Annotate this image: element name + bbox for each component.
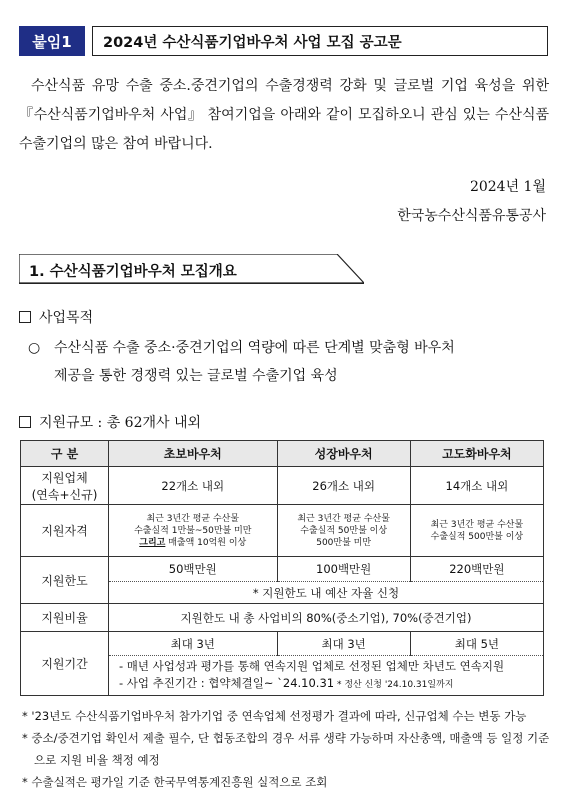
document-title: 2024년 수산식품기업바우처 사업 모집 공고문 <box>92 26 548 56</box>
row-label-line: 지원업체 <box>41 470 88 485</box>
table-row-companies <box>21 467 544 505</box>
attachment-badge: 붙임1 <box>19 26 85 56</box>
row-label: 지원자격 <box>21 505 109 557</box>
row-label <box>21 467 109 505</box>
purpose-text <box>28 334 550 390</box>
section-1-heading <box>19 254 364 284</box>
table-header: 고도화바우처 <box>410 441 543 467</box>
table-row-qualification <box>21 505 544 557</box>
table-cell: 50백만원 <box>109 557 278 582</box>
cell-line: 수출실적 500만불 이상 <box>430 531 524 542</box>
table-cell: 최대 3년 <box>109 632 278 656</box>
cell-line: 최근 3년간 평균 수산물 <box>430 519 524 530</box>
table-row-period <box>21 632 544 656</box>
table-header: 초보바우처 <box>109 441 278 467</box>
table-header: 성장바우처 <box>277 441 410 467</box>
purpose-line-2: 제공을 통한 경쟁력 있는 글로벌 수출기업 육성 <box>54 368 338 384</box>
table-cell <box>109 505 278 557</box>
table-cell <box>410 505 543 557</box>
purpose-line-1: 수산식품 수출 중소·중견기업의 역량에 따른 단계별 맞춤형 바우처 <box>54 340 455 356</box>
section-1-title: 1. 수산식품기업바우처 모집개요 <box>29 264 237 280</box>
purpose-heading-label: 사업목적 <box>39 310 94 326</box>
footnote: * '23년도 수산식품기업바우처 참가기업 중 연속업체 선정평가 결과에 따라, 신규업체 수는 변동 가능 <box>22 709 527 723</box>
table-header-row <box>21 441 544 467</box>
footnote: * 중소/중견기업 확인서 제출 필수, 단 협동조합의 경우 서류 생략 가능하며 자산총액, 매출액 등 일정 기준으로 지원 비율 책정 예정 <box>22 731 550 767</box>
period-note-line: - 매년 사업성과 평가를 통해 연속지원 업체로 선정된 업체만 차년도 연속지원 <box>119 658 505 673</box>
table-cell: 100백만원 <box>277 557 410 582</box>
table-header: 구 분 <box>21 441 109 467</box>
table-cell: 지원한도 내 총 사업비의 80%(중소기업), 70%(중견기업) <box>109 604 544 632</box>
document-header <box>19 26 548 56</box>
cell-line: 수출실적 1만불~50만불 미만 <box>134 525 252 536</box>
table-cell: 최대 3년 <box>277 632 410 656</box>
table-cell: 14개소 내외 <box>410 467 543 505</box>
checkbox-icon <box>19 311 31 323</box>
intro-paragraph: 수산식품 유망 수출 중소.중견기업의 수출경쟁력 강화 및 글로벌 기업 육성을 위한 『수산식품기업바우처 사업』 참여기업을 아래와 같이 모집하오니 관심 있는 수산식품 수출기업의 많은 참여 바랍니다. <box>19 78 549 152</box>
organization-name: 한국농수산식품유통공사 <box>397 208 546 224</box>
scale-heading-label: 지원규모 : 총 62개사 내외 <box>39 415 202 431</box>
cell-line: 최근 3년간 평균 수산물 <box>146 513 240 524</box>
circle-bullet-icon: ○ <box>28 340 41 356</box>
table-row-limit <box>21 557 544 582</box>
footnote: * 수출실적은 평가일 기준 한국무역통계진흥원 실적으로 조회 <box>22 775 328 789</box>
period-note-line: * 정산 신청 '24.10.31일까지 <box>334 679 454 690</box>
table-cell: 26개소 내외 <box>277 467 410 505</box>
row-label: 지원한도 <box>21 557 109 604</box>
table-cell: 220백만원 <box>410 557 543 582</box>
table-cell: 최대 5년 <box>410 632 543 656</box>
voucher-table <box>20 440 544 696</box>
cell-line: 매출액 10억원 이상 <box>165 537 247 548</box>
period-note-line: - 사업 추진기간 : 협약체결일~ `24.10.31 <box>119 675 335 690</box>
checkbox-icon <box>19 416 31 428</box>
table-cell: * 지원한도 내 예산 자율 신청 <box>109 582 544 604</box>
row-label: 지원기간 <box>21 632 109 696</box>
scale-heading <box>19 412 201 432</box>
table-cell: 22개소 내외 <box>109 467 278 505</box>
cell-line: 수출실적 50만불 이상 <box>300 525 388 536</box>
cell-line: 최근 3년간 평균 수산물 <box>297 513 390 524</box>
row-label: 지원비율 <box>21 604 109 632</box>
row-label-line: (연속+신규) <box>31 487 98 502</box>
table-row-ratio <box>21 604 544 632</box>
footnotes <box>22 705 550 793</box>
purpose-heading <box>19 307 93 327</box>
table-cell <box>109 656 544 696</box>
notice-date: 2024년 1월 <box>469 179 546 195</box>
table-cell <box>277 505 410 557</box>
cell-line: 그리고 <box>139 537 166 548</box>
cell-line: 500만불 미만 <box>316 537 372 548</box>
